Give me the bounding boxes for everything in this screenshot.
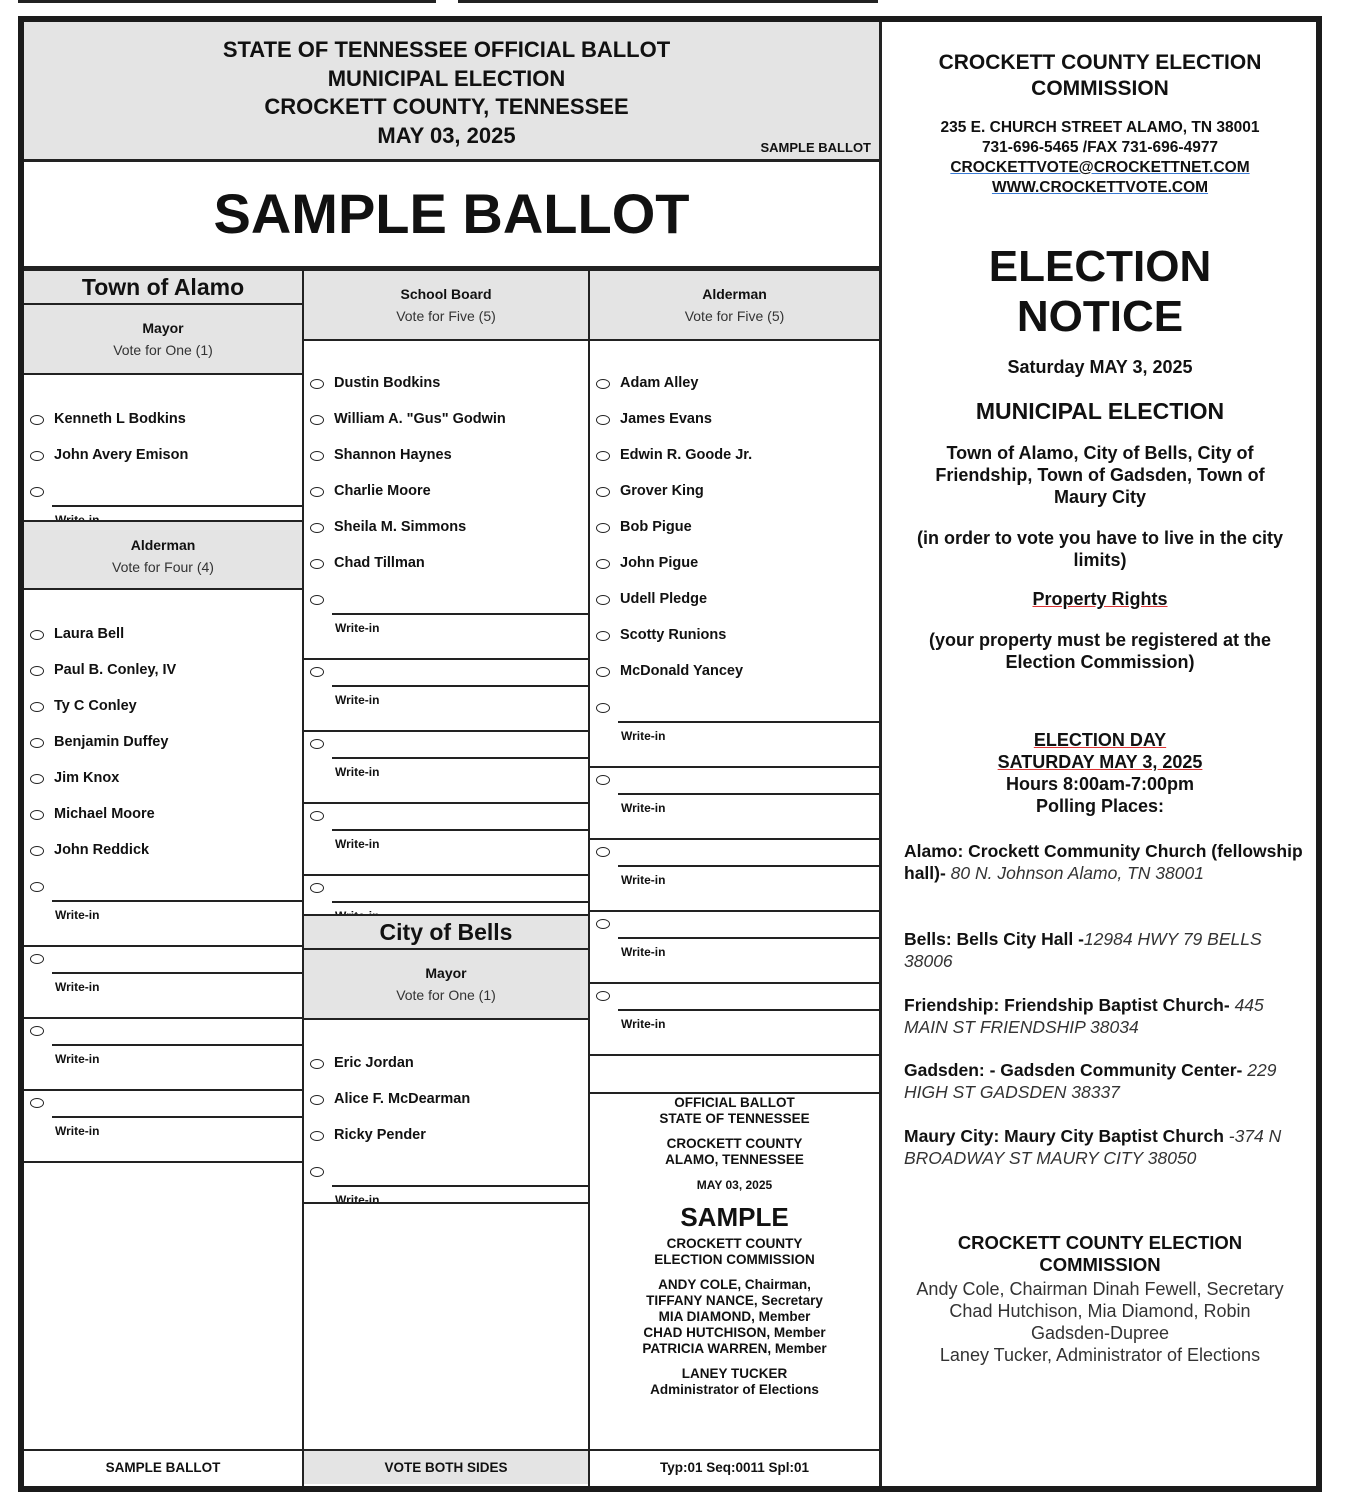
commission-line: COMMISSION: [1039, 1254, 1161, 1275]
vote-oval[interactable]: [30, 882, 44, 892]
members-line: Andy Cole, Chairman Dinah Fewell, Secretary: [916, 1279, 1284, 1299]
candidate-name: Scotty Runions: [620, 627, 727, 643]
vote-oval[interactable]: [310, 1095, 324, 1105]
polling-place-name: Bells: Bells City Hall -: [904, 929, 1084, 949]
vote-oval[interactable]: [596, 487, 610, 497]
org-line: CROCKETT COUNTY ELECTION: [938, 51, 1262, 74]
write-in-row[interactable]: [304, 803, 588, 851]
vote-oval[interactable]: [30, 1098, 44, 1108]
write-in-line[interactable]: [332, 613, 588, 615]
ballot-column-3: [590, 269, 879, 1486]
vote-oval[interactable]: [30, 666, 44, 676]
official-line: CROCKETT COUNTY: [666, 1236, 803, 1251]
vote-oval[interactable]: [310, 595, 324, 605]
header-line: MAY 03, 2025: [377, 122, 516, 148]
candidate-row[interactable]: [304, 407, 588, 443]
candidate-name: Michael Moore: [54, 806, 155, 822]
polling-place: [904, 994, 1308, 1038]
candidate-row[interactable]: [24, 838, 302, 874]
write-in-row[interactable]: [24, 1018, 302, 1066]
candidate-name: Bob Pigue: [620, 519, 692, 535]
write-in-label: Write-in: [335, 693, 380, 707]
vote-oval[interactable]: [30, 846, 44, 856]
polling-place: [904, 840, 1308, 884]
ballot-header: [24, 22, 879, 162]
header-line: MUNICIPAL ELECTION: [327, 65, 566, 91]
administrator-line: Laney Tucker, Administrator of Elections: [939, 1345, 1261, 1365]
candidate-row[interactable]: [590, 623, 879, 659]
notice-org: [896, 50, 1304, 102]
write-in-label: Write-in: [335, 765, 380, 779]
candidate-name: James Evans: [620, 411, 712, 427]
candidate-name: John Avery Emison: [54, 447, 189, 463]
ballot-column-2: [304, 269, 590, 1486]
election-day-date: SATURDAY MAY 3, 2025: [997, 752, 1203, 772]
website-link[interactable]: WWW.CROCKETTVOTE.COM: [991, 179, 1209, 196]
divider: [590, 1092, 879, 1094]
official-line: PATRICIA WARREN, Member: [642, 1341, 827, 1356]
vote-oval[interactable]: [596, 415, 610, 425]
vote-oval[interactable]: [596, 919, 610, 929]
official-line: MIA DIAMOND, Member: [658, 1309, 811, 1324]
official-line: LANEY TUCKER: [681, 1366, 788, 1381]
jurisdiction-alamo: Town of Alamo: [24, 269, 302, 305]
write-in-row[interactable]: [304, 659, 588, 707]
write-in-line[interactable]: [52, 900, 302, 902]
write-in-line[interactable]: [618, 721, 879, 723]
write-in-separator: [24, 1161, 302, 1163]
write-in-line[interactable]: [618, 1009, 879, 1011]
election-notice-panel: [882, 22, 1316, 1486]
candidate-row[interactable]: [304, 1087, 588, 1123]
sample-ballot-tag: SAMPLE BALLOT: [760, 140, 871, 155]
office-title: School Board: [400, 286, 492, 302]
write-in-row[interactable]: [590, 983, 879, 1031]
candidate-name: Grover King: [620, 483, 704, 499]
candidate-name: Alice F. McDearman: [334, 1091, 471, 1107]
vote-for-instruction: Vote for Four (4): [112, 559, 214, 575]
official-line: TIFFANY NANCE, Secretary: [646, 1293, 823, 1308]
official-county: [590, 1136, 879, 1168]
polling-place-name: Alamo: Crockett Community Church (fellowship hall)-: [904, 841, 1303, 883]
vote-oval[interactable]: [596, 595, 610, 605]
polling-place: [904, 1059, 1308, 1103]
candidate-row[interactable]: [590, 515, 879, 551]
candidate-name: Ricky Pender: [334, 1127, 426, 1143]
vote-oval[interactable]: [310, 1059, 324, 1069]
ballot-header-text: [24, 36, 869, 150]
write-in-row[interactable]: [304, 1159, 588, 1207]
ballot-panel: [24, 22, 882, 1486]
candidate-row[interactable]: [590, 587, 879, 623]
office-alamo-mayor: [24, 305, 302, 375]
title-line: NOTICE: [1016, 292, 1184, 341]
vote-oval[interactable]: [310, 415, 324, 425]
candidate-name: John Reddick: [54, 842, 150, 858]
candidate-row[interactable]: [24, 730, 302, 766]
candidate-name: Udell Pledge: [620, 591, 708, 607]
vote-oval[interactable]: [30, 810, 44, 820]
election-notice-title: [896, 242, 1304, 342]
candidate-name: Dustin Bodkins: [334, 375, 441, 391]
official-ballot-block: [590, 1095, 879, 1407]
candidate-row[interactable]: [304, 443, 588, 479]
official-line: Administrator of Elections: [650, 1382, 819, 1397]
write-in-row[interactable]: [24, 479, 302, 515]
vote-for-instruction: Vote for One (1): [113, 342, 213, 358]
office-alamo-alderman: [24, 520, 302, 590]
hours: Hours 8:00am-7:00pm: [1005, 774, 1195, 794]
property-note: (your property must be registered at the Election Commission): [928, 630, 1272, 672]
candidate-row[interactable]: [24, 622, 302, 658]
write-in-row[interactable]: [304, 875, 588, 911]
candidate-row[interactable]: [24, 443, 302, 479]
official-date: MAY 03, 2025: [696, 1178, 773, 1192]
title-line: ELECTION: [988, 242, 1212, 291]
write-in-label: Write-in: [621, 1017, 666, 1031]
notice-contact: [896, 118, 1304, 198]
candidate-name: John Pigue: [620, 555, 699, 571]
header-line: STATE OF TENNESSEE OFFICIAL BALLOT: [222, 37, 671, 62]
write-in-label: Write-in: [621, 801, 666, 815]
candidate-row[interactable]: [590, 371, 879, 407]
write-in-line[interactable]: [52, 972, 302, 974]
write-in-line[interactable]: [52, 1044, 302, 1046]
write-in-row[interactable]: [304, 731, 588, 779]
official-line: ALAMO, TENNESSEE: [665, 1152, 804, 1167]
polling-heading: Polling Places:: [1035, 796, 1165, 816]
candidate-row[interactable]: [24, 694, 302, 730]
vote-oval[interactable]: [596, 523, 610, 533]
notice-residency: (in order to vote you have to live in the city limits): [916, 528, 1284, 570]
write-in-line[interactable]: [332, 1185, 588, 1187]
candidate-name: Jim Knox: [54, 770, 120, 786]
write-in-label: Write-in: [335, 1193, 380, 1207]
write-in-separator: [590, 1054, 879, 1056]
write-in-label: Write-in: [621, 729, 666, 743]
vote-oval[interactable]: [310, 811, 324, 821]
top-rule-left: [18, 0, 436, 3]
write-in-label: Write-in: [55, 980, 100, 994]
write-in-line[interactable]: [618, 793, 879, 795]
vote-oval[interactable]: [596, 775, 610, 785]
vote-oval[interactable]: [30, 487, 44, 497]
candidate-row[interactable]: [590, 443, 879, 479]
polling-place-address: 229 HIGH ST GADSDEN 38337: [904, 1060, 1277, 1102]
write-in-row[interactable]: [24, 874, 302, 922]
top-rule-right: [458, 0, 878, 3]
vote-oval[interactable]: [310, 667, 324, 677]
vote-oval[interactable]: [30, 774, 44, 784]
notice-date: Saturday MAY 3, 2025: [1007, 357, 1193, 377]
candidate-row[interactable]: [24, 766, 302, 802]
phone: 731-696-5465 /FAX 731-696-4977: [981, 139, 1219, 156]
write-in-line[interactable]: [618, 865, 879, 867]
header-line: CROCKETT COUNTY, TENNESSEE: [264, 94, 629, 119]
org-line: COMMISSION: [1031, 77, 1169, 100]
polling-place-address: 80 N. Johnson Alamo, TN 38001: [945, 863, 1204, 883]
vote-oval[interactable]: [30, 630, 44, 640]
polling-place-name: Friendship: Friendship Baptist Church-: [904, 995, 1230, 1015]
write-in-line[interactable]: [332, 757, 588, 759]
commission-line: CROCKETT COUNTY ELECTION: [957, 1232, 1243, 1253]
candidate-name: Chad Tillman: [334, 555, 425, 571]
office-bells-mayor: [304, 950, 588, 1020]
write-in-line[interactable]: [52, 1116, 302, 1118]
footer-sample-ballot: SAMPLE BALLOT: [24, 1449, 302, 1484]
write-in-row[interactable]: [24, 946, 302, 994]
write-in-row[interactable]: [590, 767, 879, 815]
vote-oval[interactable]: [596, 379, 610, 389]
ballot-column-1: [24, 269, 304, 1486]
write-in-line[interactable]: [52, 505, 302, 507]
official-line: OFFICIAL BALLOT: [674, 1095, 795, 1110]
write-in-line[interactable]: [332, 829, 588, 831]
commission-heading: [896, 1232, 1304, 1276]
vote-oval[interactable]: [310, 1167, 324, 1177]
vote-oval[interactable]: [310, 487, 324, 497]
office-school-board: [304, 269, 588, 341]
write-in-label: Write-in: [335, 621, 380, 635]
sample-ballot-title: SAMPLE BALLOT: [24, 162, 879, 269]
vote-oval[interactable]: [310, 451, 324, 461]
polling-place: [904, 928, 1308, 972]
official-line: CROCKETT COUNTY: [666, 1136, 803, 1151]
candidate-row[interactable]: [24, 658, 302, 694]
candidate-name: Charlie Moore: [334, 483, 431, 499]
write-in-row[interactable]: [590, 839, 879, 887]
vote-oval[interactable]: [596, 667, 610, 677]
official-members: [590, 1277, 879, 1357]
official-line: STATE OF TENNESSEE: [659, 1111, 810, 1126]
write-in-label: Write-in: [55, 908, 100, 922]
email-link[interactable]: CROCKETTVOTE@CROCKETTNET.COM: [950, 159, 1250, 176]
candidate-name: Shannon Haynes: [334, 447, 452, 463]
write-in-row[interactable]: [24, 1090, 302, 1138]
candidate-row[interactable]: [304, 551, 588, 587]
candidate-name: Sheila M. Simmons: [334, 519, 467, 535]
official-line: ELECTION COMMISSION: [654, 1252, 815, 1267]
vote-oval[interactable]: [310, 883, 324, 893]
office-title: Mayor: [142, 320, 184, 336]
write-in-row[interactable]: [590, 695, 879, 743]
vote-oval[interactable]: [310, 1131, 324, 1141]
write-in-row[interactable]: [304, 587, 588, 635]
address: 235 E. CHURCH STREET ALAMO, TN 38001: [940, 119, 1260, 136]
candidate-row[interactable]: [304, 515, 588, 551]
vote-oval[interactable]: [30, 451, 44, 461]
vote-oval[interactable]: [30, 415, 44, 425]
office-title: Alderman: [702, 286, 767, 302]
candidate-name: Edwin R. Goode Jr.: [620, 447, 753, 463]
candidate-name: Laura Bell: [54, 626, 125, 642]
polling-place: [904, 1125, 1308, 1169]
vote-oval[interactable]: [30, 1026, 44, 1036]
vote-for-instruction: Vote for One (1): [396, 987, 496, 1003]
candidate-row[interactable]: [590, 659, 879, 695]
write-in-label: Write-in: [55, 1052, 100, 1066]
candidate-row[interactable]: [590, 479, 879, 515]
write-in-separator: [304, 1202, 588, 1204]
vote-oval[interactable]: [310, 379, 324, 389]
candidate-row[interactable]: [304, 1123, 588, 1159]
polling-place-name: Maury City: Maury City Baptist Church: [904, 1126, 1224, 1146]
vote-for-instruction: Vote for Five (5): [684, 308, 785, 324]
jurisdiction-bells: City of Bells: [304, 914, 588, 950]
write-in-label: Write-in: [621, 873, 666, 887]
property-rights-heading: [896, 589, 1304, 610]
vote-oval[interactable]: [30, 738, 44, 748]
office-title: Mayor: [425, 965, 467, 981]
candidate-name: Kenneth L Bodkins: [54, 411, 186, 427]
candidate-row[interactable]: [590, 407, 879, 443]
vote-oval[interactable]: [596, 703, 610, 713]
footer-vote-both-sides: VOTE BOTH SIDES: [304, 1449, 588, 1484]
vote-oval[interactable]: [596, 631, 610, 641]
candidate-name: Ty C Conley: [54, 698, 137, 714]
candidate-name: Paul B. Conley, IV: [54, 662, 177, 678]
commission-members: [896, 1278, 1304, 1366]
ballot-document: [18, 16, 1322, 1492]
vote-oval[interactable]: [596, 559, 610, 569]
write-in-line[interactable]: [332, 685, 588, 687]
election-day-heading: ELECTION DAY: [1033, 730, 1167, 750]
official-sample: SAMPLE: [680, 1202, 789, 1232]
write-in-label: Write-in: [621, 945, 666, 959]
vote-oval[interactable]: [30, 954, 44, 964]
footer-typ-seq: Typ:01 Seq:0011 Spl:01: [590, 1449, 879, 1484]
election-day-block: [896, 729, 1304, 817]
polling-place-name: Gadsden: - Gadsden Community Center-: [904, 1060, 1243, 1080]
official-title: [590, 1095, 879, 1127]
candidate-row[interactable]: [590, 551, 879, 587]
vote-oval[interactable]: [596, 847, 610, 857]
candidate-name: McDonald Yancey: [620, 663, 744, 679]
vote-oval[interactable]: [310, 559, 324, 569]
vote-oval[interactable]: [596, 451, 610, 461]
office-title: Alderman: [130, 537, 196, 553]
vote-oval[interactable]: [30, 702, 44, 712]
official-line: ANDY COLE, Chairman,: [658, 1277, 811, 1292]
members-line: Chad Hutchison, Mia Diamond, Robin Gadsden-Dupree: [949, 1301, 1251, 1343]
candidate-name: William A. "Gus" Godwin: [334, 411, 506, 427]
office-alamo-alderman-5: [590, 269, 879, 341]
vote-oval[interactable]: [596, 991, 610, 1001]
candidate-row[interactable]: [24, 802, 302, 838]
polling-place-address: -374 N BROADWAY ST MAURY CITY 38050: [904, 1126, 1282, 1168]
vote-oval[interactable]: [310, 523, 324, 533]
vote-for-instruction: Vote for Five (5): [396, 308, 496, 324]
official-line: CHAD HUTCHISON, Member: [643, 1325, 826, 1340]
notice-election-type: MUNICIPAL ELECTION: [975, 398, 1225, 424]
write-in-row[interactable]: [590, 911, 879, 959]
candidate-row[interactable]: [24, 407, 302, 443]
candidate-name: Benjamin Duffey: [54, 734, 169, 750]
candidate-row[interactable]: [304, 479, 588, 515]
vote-oval[interactable]: [310, 739, 324, 749]
notice-towns: Town of Alamo, City of Bells, City of Friendship, Town of Gadsden, Town of Maury City: [935, 443, 1265, 507]
candidate-name: Eric Jordan: [334, 1055, 414, 1071]
candidate-row[interactable]: [304, 1051, 588, 1087]
candidate-name: Adam Alley: [620, 375, 699, 391]
official-commission: [590, 1236, 879, 1268]
write-in-label: Write-in: [55, 1124, 100, 1138]
official-admin: [590, 1366, 879, 1398]
polling-place-address: 12984 HWY 79 BELLS 38006: [904, 929, 1262, 971]
candidate-row[interactable]: [304, 371, 588, 407]
write-in-line[interactable]: [332, 901, 588, 903]
property-rights-text: Property Rights: [1032, 589, 1168, 609]
write-in-label: Write-in: [335, 837, 380, 851]
write-in-line[interactable]: [618, 937, 879, 939]
polling-place-address: 445 MAIN ST FRIENDSHIP 38034: [904, 995, 1264, 1037]
